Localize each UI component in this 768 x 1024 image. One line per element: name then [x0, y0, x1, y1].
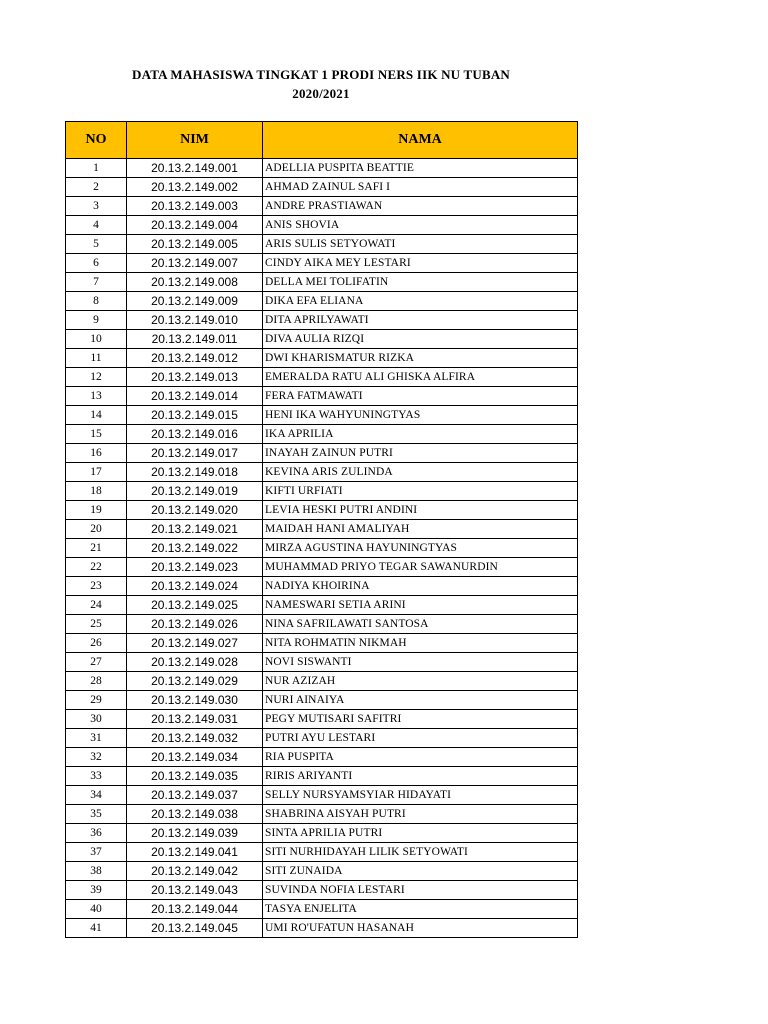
cell-no: 6: [66, 254, 127, 273]
cell-no: 34: [66, 786, 127, 805]
cell-nama: LEVIA HESKI PUTRI ANDINI: [263, 501, 578, 520]
cell-nama: SITI ZUNAIDA: [263, 862, 578, 881]
cell-no: 37: [66, 843, 127, 862]
cell-nama: NUR AZIZAH: [263, 672, 578, 691]
cell-no: 1: [66, 159, 127, 178]
table-row: [66, 843, 578, 862]
cell-no: 9: [66, 311, 127, 330]
table-row: [66, 368, 578, 387]
cell-no: 10: [66, 330, 127, 349]
cell-nama: ADELLIA PUSPITA BEATTIE: [263, 159, 578, 178]
cell-nama: NURI AINAIYA: [263, 691, 578, 710]
cell-nim: 20.13.2.149.020: [127, 501, 263, 520]
cell-nim: 20.13.2.149.005: [127, 235, 263, 254]
cell-nim: 20.13.2.149.025: [127, 596, 263, 615]
table-row: [66, 216, 578, 235]
cell-nim: 20.13.2.149.023: [127, 558, 263, 577]
cell-nim: 20.13.2.149.002: [127, 178, 263, 197]
table-row: [66, 710, 578, 729]
cell-nim: 20.13.2.149.039: [127, 824, 263, 843]
cell-nim: 20.13.2.149.017: [127, 444, 263, 463]
cell-nama: KIFTI URFIATI: [263, 482, 578, 501]
table-row: [66, 824, 578, 843]
cell-nama: SELLY NURSYAMSYIAR HIDAYATI: [263, 786, 578, 805]
cell-nama: SHABRINA AISYAH PUTRI: [263, 805, 578, 824]
cell-nama: NADIYA KHOIRINA: [263, 577, 578, 596]
cell-no: 32: [66, 748, 127, 767]
table-row: [66, 577, 578, 596]
table-row: [66, 273, 578, 292]
cell-no: 13: [66, 387, 127, 406]
cell-nama: DITA APRILYAWATI: [263, 311, 578, 330]
cell-nama: SUVINDA NOFIA LESTARI: [263, 881, 578, 900]
table-row: [66, 444, 578, 463]
table-row: [66, 748, 578, 767]
cell-no: 35: [66, 805, 127, 824]
table-row: [66, 254, 578, 273]
cell-nama: INAYAH ZAINUN PUTRI: [263, 444, 578, 463]
cell-nim: 20.13.2.149.030: [127, 691, 263, 710]
column-header-no: NO: [66, 122, 127, 159]
table-row: [66, 881, 578, 900]
cell-no: 15: [66, 425, 127, 444]
cell-no: 17: [66, 463, 127, 482]
table-row: [66, 862, 578, 881]
table-body: [66, 159, 578, 938]
cell-no: 29: [66, 691, 127, 710]
cell-nim: 20.13.2.149.015: [127, 406, 263, 425]
cell-nim: 20.13.2.149.007: [127, 254, 263, 273]
cell-no: 28: [66, 672, 127, 691]
cell-nama: SINTA APRILIA PUTRI: [263, 824, 578, 843]
cell-nim: 20.13.2.149.037: [127, 786, 263, 805]
table-row: [66, 197, 578, 216]
cell-nama: NITA ROHMATIN NIKMAH: [263, 634, 578, 653]
cell-no: 22: [66, 558, 127, 577]
table-row: [66, 311, 578, 330]
cell-no: 38: [66, 862, 127, 881]
cell-no: 5: [66, 235, 127, 254]
table-row: [66, 539, 578, 558]
student-table: [65, 121, 578, 938]
cell-nim: 20.13.2.149.021: [127, 520, 263, 539]
table-row: [66, 463, 578, 482]
cell-nama: CINDY AIKA MEY LESTARI: [263, 254, 578, 273]
cell-nama: RIA PUSPITA: [263, 748, 578, 767]
cell-nama: UMI RO'UFATUN HASANAH: [263, 919, 578, 938]
table-header-row: [66, 122, 578, 159]
table-row: [66, 482, 578, 501]
cell-no: 33: [66, 767, 127, 786]
cell-no: 27: [66, 653, 127, 672]
table-row: [66, 159, 578, 178]
table-row: [66, 634, 578, 653]
table-row: [66, 672, 578, 691]
cell-nim: 20.13.2.149.026: [127, 615, 263, 634]
cell-nim: 20.13.2.149.008: [127, 273, 263, 292]
table-row: [66, 425, 578, 444]
cell-no: 21: [66, 539, 127, 558]
cell-nama: NINA SAFRILAWATI SANTOSA: [263, 615, 578, 634]
cell-no: 24: [66, 596, 127, 615]
cell-nim: 20.13.2.149.018: [127, 463, 263, 482]
cell-nama: RIRIS ARIYANTI: [263, 767, 578, 786]
cell-nama: DELLA MEI TOLIFATIN: [263, 273, 578, 292]
cell-nama: EMERALDA RATU ALI GHISKA ALFIRA: [263, 368, 578, 387]
cell-nama: DWI KHARISMATUR RIZKA: [263, 349, 578, 368]
cell-nama: DIVA AULIA RIZQI: [263, 330, 578, 349]
cell-no: 19: [66, 501, 127, 520]
table-row: [66, 786, 578, 805]
cell-no: 2: [66, 178, 127, 197]
table-row: [66, 919, 578, 938]
cell-nim: 20.13.2.149.001: [127, 159, 263, 178]
table-row: [66, 596, 578, 615]
table-row: [66, 520, 578, 539]
cell-no: 30: [66, 710, 127, 729]
table-row: [66, 805, 578, 824]
cell-nim: 20.13.2.149.011: [127, 330, 263, 349]
cell-no: 18: [66, 482, 127, 501]
cell-no: 7: [66, 273, 127, 292]
cell-no: 12: [66, 368, 127, 387]
cell-no: 31: [66, 729, 127, 748]
cell-nim: 20.13.2.149.031: [127, 710, 263, 729]
cell-no: 8: [66, 292, 127, 311]
cell-no: 36: [66, 824, 127, 843]
cell-nim: 20.13.2.149.003: [127, 197, 263, 216]
cell-nim: 20.13.2.149.035: [127, 767, 263, 786]
cell-no: 23: [66, 577, 127, 596]
table-row: [66, 691, 578, 710]
cell-no: 20: [66, 520, 127, 539]
table-row: [66, 349, 578, 368]
cell-nama: MUHAMMAD PRIYO TEGAR SAWANURDIN: [263, 558, 578, 577]
cell-nim: 20.13.2.149.045: [127, 919, 263, 938]
document-subtitle-year: 2020/2021: [292, 86, 350, 101]
cell-nim: 20.13.2.149.042: [127, 862, 263, 881]
cell-nim: 20.13.2.149.012: [127, 349, 263, 368]
cell-no: 14: [66, 406, 127, 425]
table-row: [66, 292, 578, 311]
cell-no: 4: [66, 216, 127, 235]
cell-nim: 20.13.2.149.027: [127, 634, 263, 653]
cell-nim: 20.13.2.149.029: [127, 672, 263, 691]
cell-nama: NOVI SISWANTI: [263, 653, 578, 672]
cell-nim: 20.13.2.149.014: [127, 387, 263, 406]
cell-nama: ANIS SHOVIA: [263, 216, 578, 235]
cell-nim: 20.13.2.149.004: [127, 216, 263, 235]
cell-no: 16: [66, 444, 127, 463]
cell-nama: IKA APRILIA: [263, 425, 578, 444]
cell-nim: 20.13.2.149.028: [127, 653, 263, 672]
cell-nama: SITI NURHIDAYAH LILIK SETYOWATI: [263, 843, 578, 862]
table-row: [66, 558, 578, 577]
table-row: [66, 615, 578, 634]
cell-nim: 20.13.2.149.043: [127, 881, 263, 900]
cell-nim: 20.13.2.149.024: [127, 577, 263, 596]
column-header-nim: NIM: [127, 122, 263, 159]
cell-no: 39: [66, 881, 127, 900]
cell-nama: MIRZA AGUSTINA HAYUNINGTYAS: [263, 539, 578, 558]
table-row: [66, 406, 578, 425]
cell-nim: 20.13.2.149.016: [127, 425, 263, 444]
cell-nim: 20.13.2.149.022: [127, 539, 263, 558]
cell-nama: ANDRE PRASTIAWAN: [263, 197, 578, 216]
table-row: [66, 330, 578, 349]
table-row: [66, 178, 578, 197]
cell-nama: NAMESWARI SETIA ARINI: [263, 596, 578, 615]
cell-nama: PEGY MUTISARI SAFITRI: [263, 710, 578, 729]
document-title: DATA MAHASISWA TINGKAT 1 PRODI NERS IIK NU TUBAN: [131, 67, 510, 82]
cell-nama: DIKA EFA ELIANA: [263, 292, 578, 311]
cell-no: 26: [66, 634, 127, 653]
cell-nim: 20.13.2.149.010: [127, 311, 263, 330]
cell-nim: 20.13.2.149.032: [127, 729, 263, 748]
cell-nim: 20.13.2.149.034: [127, 748, 263, 767]
cell-nim: 20.13.2.149.009: [127, 292, 263, 311]
table-row: [66, 235, 578, 254]
cell-nim: 20.13.2.149.019: [127, 482, 263, 501]
cell-no: 25: [66, 615, 127, 634]
cell-no: 41: [66, 919, 127, 938]
table-row: [66, 387, 578, 406]
column-header-nama: NAMA: [263, 122, 578, 159]
cell-nama: ARIS SULIS SETYOWATI: [263, 235, 578, 254]
cell-nama: AHMAD ZAINUL SAFI I: [263, 178, 578, 197]
table-row: [66, 767, 578, 786]
cell-nama: HENI IKA WAHYUNINGTYAS: [263, 406, 578, 425]
cell-nama: PUTRI AYU LESTARI: [263, 729, 578, 748]
cell-no: 11: [66, 349, 127, 368]
table-row: [66, 729, 578, 748]
cell-nama: TASYA ENJELITA: [263, 900, 578, 919]
cell-no: 3: [66, 197, 127, 216]
cell-no: 40: [66, 900, 127, 919]
cell-nama: MAIDAH HANI AMALIYAH: [263, 520, 578, 539]
cell-nim: 20.13.2.149.044: [127, 900, 263, 919]
table-row: [66, 501, 578, 520]
cell-nim: 20.13.2.149.013: [127, 368, 263, 387]
cell-nama: KEVINA ARIS ZULINDA: [263, 463, 578, 482]
cell-nim: 20.13.2.149.038: [127, 805, 263, 824]
cell-nama: FERA FATMAWATI: [263, 387, 578, 406]
cell-nim: 20.13.2.149.041: [127, 843, 263, 862]
table-row: [66, 900, 578, 919]
table-row: [66, 653, 578, 672]
